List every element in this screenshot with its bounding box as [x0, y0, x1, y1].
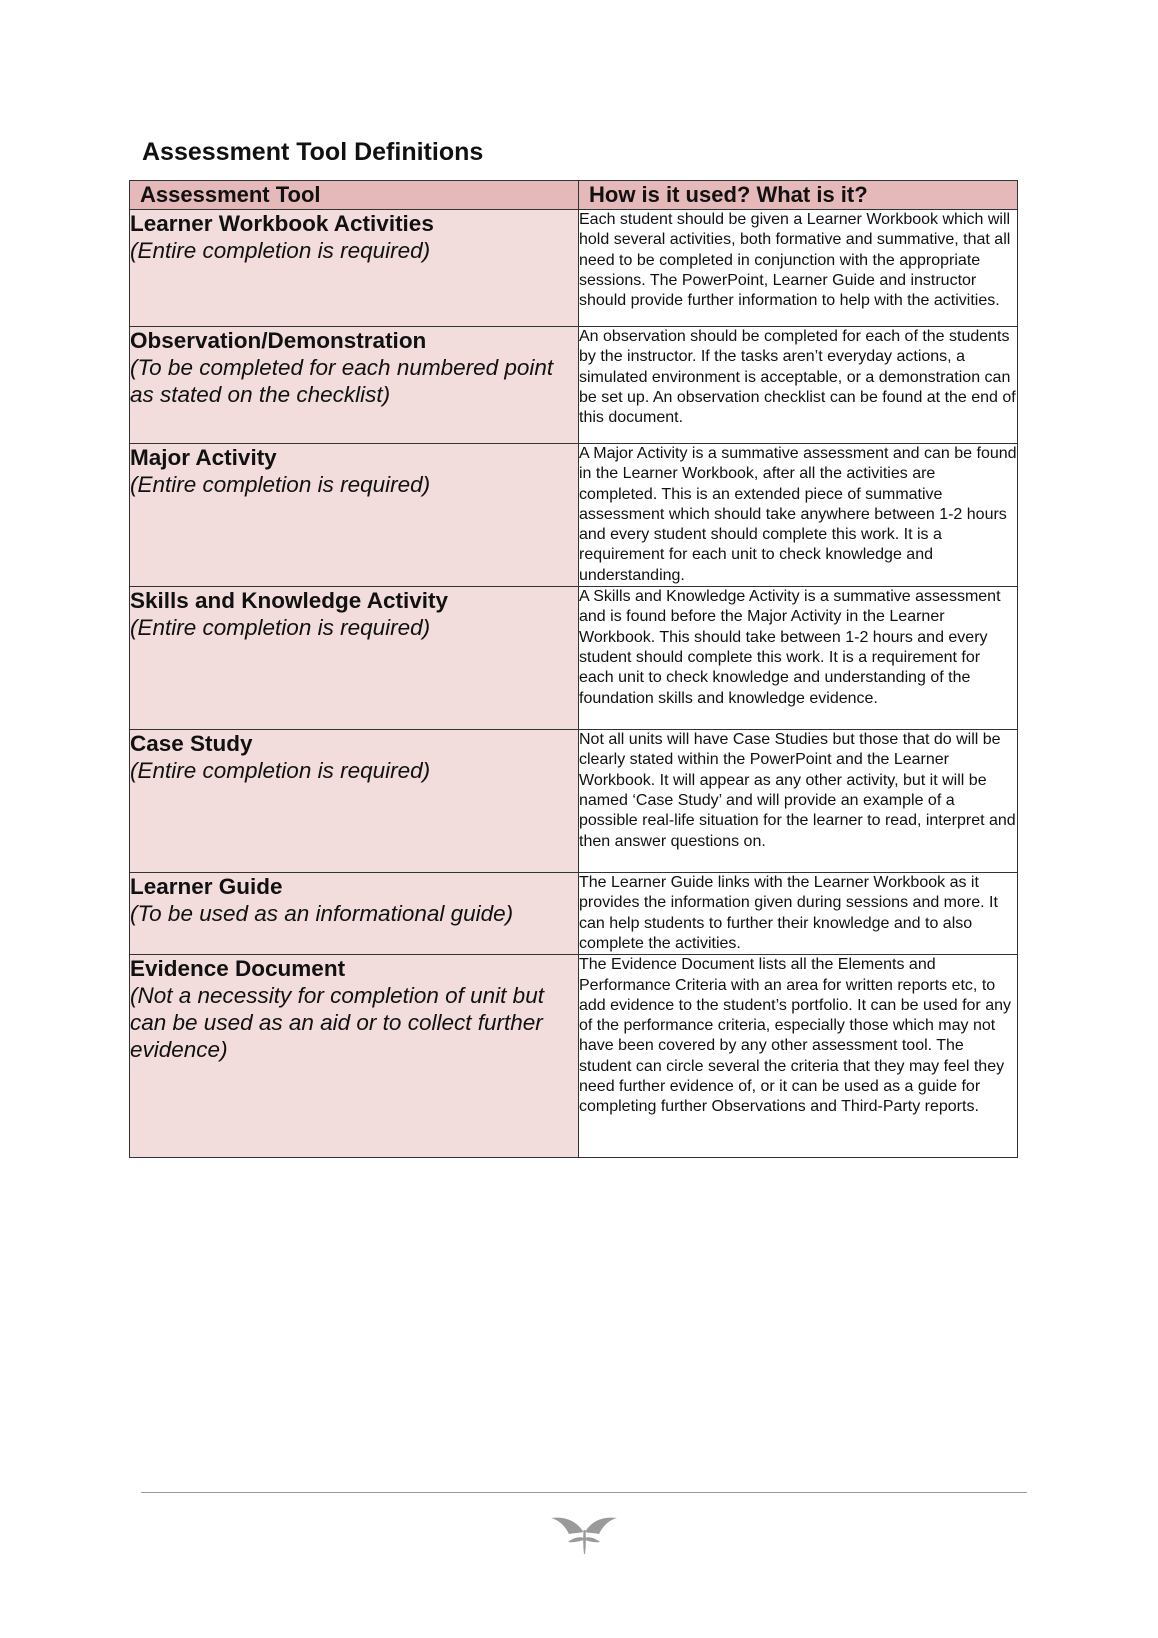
tool-note: (Entire completion is required) — [130, 615, 431, 641]
tool-cell — [130, 873, 579, 955]
assessment-tool-table — [129, 180, 1018, 1158]
tool-name: Skills and Knowledge Activity — [130, 588, 448, 614]
tool-name: Observation/Demonstration — [130, 328, 427, 353]
tool-description: The Learner Guide links with the Learner Workbook as it provides the information given during sessions and more. It can help students to further their knowledge and to also complete the activities. — [579, 873, 1018, 955]
tool-cell — [130, 955, 579, 1158]
tool-name: Learner Workbook Activities — [130, 211, 434, 236]
tool-cell — [130, 730, 579, 873]
tool-description: The Evidence Document lists all the Elements and Performance Criteria with an area for written reports etc, to add evidence to the student’s portfolio. It can be used for any of the performance criteria, especially those which may not have been covered by any other assessment tool. The student can circle several the criteria that they may feel they need further evidence of, or it can be used as a guide for completing further Observations and Third-Party reports. — [579, 955, 1018, 1158]
tool-note: (Entire completion is required) — [130, 472, 431, 497]
tool-name: Evidence Document — [130, 956, 346, 982]
table-row — [130, 444, 1018, 587]
tool-cell — [130, 587, 579, 730]
tool-note: (Entire completion is required) — [130, 758, 431, 784]
table-header-row — [130, 181, 1018, 210]
table-row — [130, 730, 1018, 873]
tool-name: Major Activity — [130, 445, 277, 470]
tool-note: (Entire completion is required) — [130, 238, 431, 263]
tool-name: Learner Guide — [130, 874, 283, 900]
table-row — [130, 210, 1018, 327]
tool-cell — [130, 210, 579, 327]
table-row — [130, 327, 1018, 444]
tool-note: (To be completed for each numbered point as stated on the checklist) — [130, 355, 554, 407]
tool-description: Each student should be given a Learner Workbook which will hold several activities, both formative and summative, that all need to be completed in conjunction with the appropriate sessions. The PowerPoint, Learner Guide and instructor should provide further information to help with the activities. — [579, 210, 1018, 327]
footer-divider — [141, 1492, 1027, 1493]
page-title: Assessment Tool Definitions — [142, 138, 484, 166]
table-row — [130, 955, 1018, 1158]
table-row — [130, 873, 1018, 955]
tool-description: A Major Activity is a summative assessment and can be found in the Learner Workbook, after all the activities are completed. This is an extended piece of summative assessment which should take anywhere between 1-2 hours and every student should complete this work. It is a requirement for each unit to check knowledge and understanding. — [579, 444, 1018, 587]
tool-cell — [130, 327, 579, 444]
tool-note: (To be used as an informational guide) — [130, 901, 514, 927]
column-header-assessment-tool: Assessment Tool — [130, 181, 579, 210]
tool-note: (Not a necessity for completion of unit but can be used as an aid or to collect further evidence) — [130, 983, 544, 1063]
tool-description: An observation should be completed for each of the students by the instructor. If the tasks aren’t everyday actions, a simulated environment is acceptable, or a demonstration can be set up. An observation checklist can be found at the end of this document. — [579, 327, 1018, 444]
column-header-how-used: How is it used? What is it? — [579, 181, 1018, 210]
tool-description: Not all units will have Case Studies but those that do will be clearly stated within the PowerPoint and the Learner Workbook. It will appear as any other activity, but it will be named ‘Case Study’ and will provide an example of a possible real-life situation for the learner to read, interpret and then answer questions on. — [579, 730, 1018, 873]
tool-description: A Skills and Knowledge Activity is a summative assessment and is found before the Major Activity in the Learner Workbook. This should take between 1-2 hours and every student should complete this work. It is a requirement for each unit to check knowledge and understanding of the foundation skills and knowledge evidence. — [579, 587, 1018, 730]
table-row — [130, 587, 1018, 730]
tool-cell — [130, 444, 579, 587]
leaf-sprout-logo-icon — [547, 1508, 621, 1556]
tool-name: Case Study — [130, 731, 253, 757]
